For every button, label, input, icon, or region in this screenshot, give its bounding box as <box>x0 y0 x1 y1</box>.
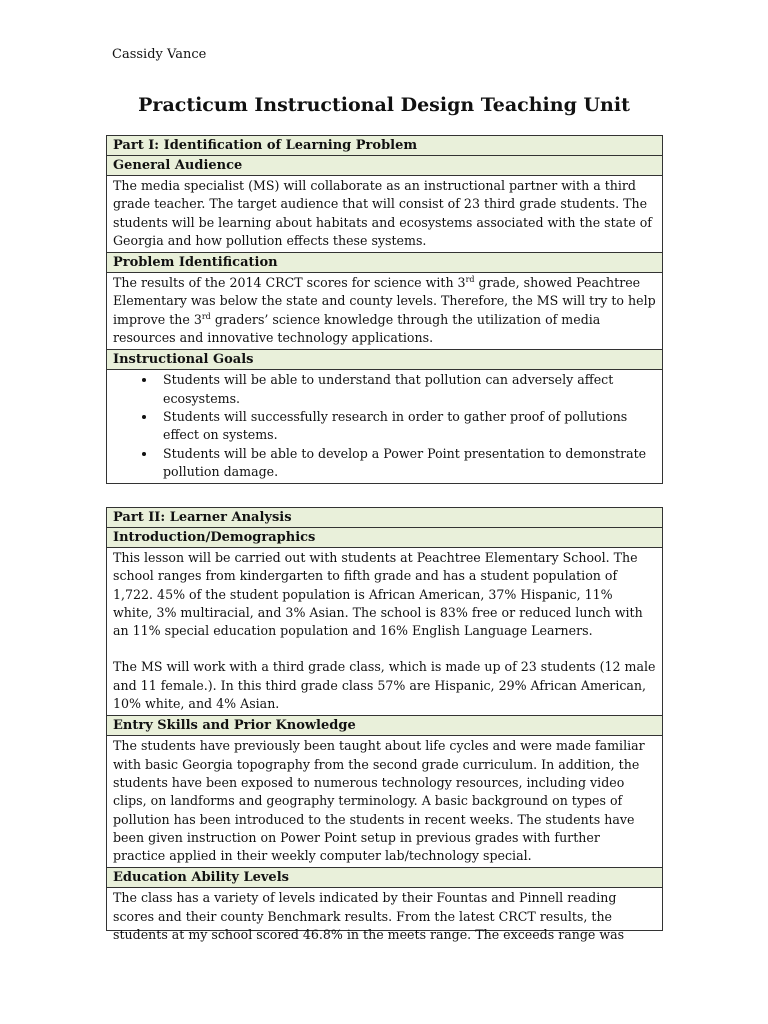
demographics-text <box>107 548 662 716</box>
general-audience-heading: General Audience <box>107 156 662 176</box>
problem-sup-a: rd <box>465 275 475 284</box>
part2-heading: Part II: Learner Analysis <box>107 508 662 528</box>
goal-item: • Students will be able to develop a Power Point presentation to demonstrate pollution damage. <box>157 445 656 482</box>
problem-text-b: grade, showed Peachtree Elementary was below the state and county levels. Therefore, the MS will try to help improve the 3 <box>113 275 656 327</box>
ability-levels-text <box>107 888 662 946</box>
part2-table <box>106 507 663 943</box>
problem-identification-heading: Problem Identification <box>107 253 662 273</box>
author-name: Cassidy Vance <box>112 47 207 62</box>
demographics-heading: Introduction/Demographics <box>107 528 662 548</box>
general-audience-paragraph: The media specialist (MS) will collaborate as an instructional partner with a third grade teacher. The target audience that will consist of 23 third grade students. The students will be learning about habitats and ecosystems associated with the state of Georgia and how pollution effects these systems. <box>113 178 652 248</box>
part1-table <box>106 135 663 484</box>
entry-skills-paragraph: The students have previously been taught about life cycles and were made familiar with basic Georgia topography from the second grade curriculum. In addition, the students have been exposed to numerous technology resources, including video clips, on landforms and geography terminology. A basic background on types of pollution has been introduced to the students in recent weeks. The students have been given instruction on Power Point setup in previous grades with further practice applied in their weekly computer lab/technology special. <box>113 738 645 864</box>
instructional-goals-heading: Instructional Goals <box>107 350 662 370</box>
instructional-goals-list-cell <box>107 370 662 483</box>
goal-item: • Students will be able to understand that pollution can adversely affect ecosystems. <box>157 371 656 408</box>
document-title: Practicum Instructional Design Teaching Unit <box>138 94 630 116</box>
problem-identification-paragraph <box>113 274 656 347</box>
demographics-paragraph-2: The MS will work with a third grade class, which is made up of 23 students (12 male and 11 female.). In this third grade class 57% are Hispanic, 29% African American, 10% white, and 4% Asian. <box>113 659 656 712</box>
problem-sup-b: rd <box>201 311 211 321</box>
entry-skills-text <box>107 736 662 868</box>
problem-text-a: The results of the 2014 CRCT scores for science with 3 <box>113 275 466 291</box>
entry-skills-heading: Entry Skills and Prior Knowledge <box>107 716 662 736</box>
ability-levels-heading: Education Ability Levels <box>107 868 662 888</box>
problem-identification-text <box>107 273 662 350</box>
ability-levels-paragraph: The class has a variety of levels indicated by their Fountas and Pinnell reading scores and their county Benchmark results. From the latest CRCT results, the students at my school scored 46.8% in the meets range. The exceeds range was <box>113 890 625 943</box>
demographics-paragraph-1: This lesson will be carried out with students at Peachtree Elementary School. The school ranges from kindergarten to fifth grade and has a student population of 1,722. 45% of the student population is African American, 37% Hispanic, 11% white, 3% multiracial, and 3% Asian. The school is 83% free or reduced lunch with an 11% special education population and 16% English Language Learners. <box>113 550 643 639</box>
goal-item: • Students will successfully research in order to gather proof of pollutions effect on systems. <box>157 408 656 445</box>
part1-heading: Part I: Identification of Learning Problem <box>107 136 662 156</box>
instructional-goals-list <box>113 371 656 481</box>
general-audience-text <box>107 176 662 253</box>
problem-text-c: graders’ science knowledge through the utilization of media resources and innovative technology applications. <box>113 311 601 346</box>
